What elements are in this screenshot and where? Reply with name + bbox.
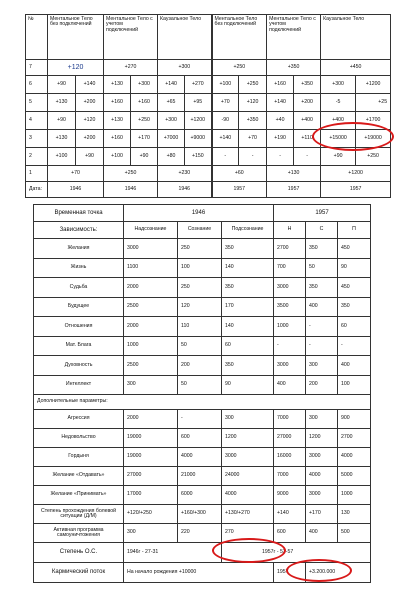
row-label: Гордыня	[34, 448, 124, 467]
table-row	[34, 486, 371, 505]
cell-value: 350	[222, 356, 274, 376]
cell-value: -	[338, 336, 371, 356]
cell-value: 7000	[274, 410, 306, 429]
table-row	[34, 505, 371, 524]
karma-1957-value: +3.200.000	[306, 563, 371, 583]
cell-value: 60	[222, 336, 274, 356]
cell-value: 3000	[306, 486, 338, 505]
row-label: Судьба	[34, 278, 124, 298]
cell-value: 2000	[124, 278, 178, 298]
cell-value: 250	[178, 278, 222, 298]
cell-value: 250	[178, 239, 222, 259]
table-row	[34, 375, 371, 395]
cell-value: 220	[178, 524, 222, 543]
cell-value: -	[274, 336, 306, 356]
cell-value: +170	[306, 505, 338, 524]
cell-value: 2000	[124, 317, 178, 337]
table-row: 7 +120 +270 +300 +250 +350 +450	[26, 60, 391, 76]
cell-value: 400	[338, 356, 371, 376]
row-label: Желание «Отдавать»	[34, 467, 124, 486]
cell-value: 21000	[178, 467, 222, 486]
table-row: 2 +100 +90 +100 +90 +80 +150 - - - - +90 +250	[26, 148, 391, 166]
cell-value: 2700	[274, 239, 306, 259]
cell-value: 9000	[274, 486, 306, 505]
cell-value: 50	[178, 375, 222, 395]
cell-value: 450	[338, 278, 371, 298]
cell-value: 24000	[222, 467, 274, 486]
table-row: 5 +130 +200 +160 +160 +65 +95 +70 +120 +140 +200 -5 +25	[26, 94, 391, 112]
cell-value: +120/+250	[124, 505, 178, 524]
cell-value: 600	[178, 429, 222, 448]
cell-value: 350	[338, 297, 371, 317]
col-num-header: №	[26, 15, 48, 60]
cell-value: 140	[222, 317, 274, 337]
cell-value: 400	[274, 375, 306, 395]
table-row	[34, 297, 371, 317]
row-label: Недовольство	[34, 429, 124, 448]
karma-1946-value: На начало рождения +10000	[124, 563, 274, 583]
cell-value: -	[306, 317, 338, 337]
cell-value: +130/+270	[222, 505, 274, 524]
cell-value: 4000	[222, 486, 274, 505]
header-mental-no-conn-1946: Ментальное Тело без подключений	[48, 15, 104, 60]
header-mental-conn-1957: Ментальное Тело с учетом подключений	[267, 15, 321, 60]
cell-value: 2500	[124, 356, 178, 376]
cell-value: 110	[178, 317, 222, 337]
table-row: 1 +70 +250 +230 +60 +130 +1200	[26, 166, 391, 182]
cell-value: 200	[306, 375, 338, 395]
cell-value: 1200	[222, 429, 274, 448]
cell-value: 400	[306, 297, 338, 317]
cell-value: 300	[124, 375, 178, 395]
cell-value: 1000	[124, 336, 178, 356]
karmic-flow-label: Кармический поток	[34, 563, 124, 583]
table-row	[34, 258, 371, 278]
cell-value: 27000	[274, 429, 306, 448]
cell-value: 3000	[124, 239, 178, 259]
cell-value: 100	[178, 258, 222, 278]
table-row	[34, 448, 371, 467]
row-label: Мат. Блага	[34, 336, 124, 356]
cell-value: 600	[274, 524, 306, 543]
cell-value: 450	[338, 239, 371, 259]
cell-value: 19000	[124, 429, 178, 448]
os-1946-value: 1946г - 27-31	[124, 543, 222, 563]
cell-value: 300	[306, 410, 338, 429]
cell-value: 6000	[178, 486, 222, 505]
cell-value: 350	[222, 239, 274, 259]
cell-value: -	[306, 336, 338, 356]
cell-value: 5000	[338, 467, 371, 486]
table-row	[34, 524, 371, 543]
cell-value: 140	[222, 258, 274, 278]
cell-value: 2700	[338, 429, 371, 448]
header-mental-conn-1946: Ментальное Тело с учетом подключений	[104, 15, 158, 60]
table-row	[34, 317, 371, 337]
cell-value: 3500	[274, 297, 306, 317]
cell-value: 900	[338, 410, 371, 429]
row-label: Духовность	[34, 356, 124, 376]
row-label: Желания	[34, 239, 124, 259]
cell-value: 1200	[306, 429, 338, 448]
row-label: Интеллект	[34, 375, 124, 395]
cell-value: 300	[124, 524, 178, 543]
cell-value: 170	[222, 297, 274, 317]
cell-value: 3000	[222, 448, 274, 467]
causal-1957-row3-left: +15000	[321, 130, 356, 148]
cell-value: -	[178, 410, 222, 429]
header-causal-1946: Каузальное Тело	[158, 15, 212, 60]
cell-value: 1100	[124, 258, 178, 278]
date-row: Дата: 1946 1946 1946 1957 1957 1957	[26, 182, 391, 198]
table-row	[34, 239, 371, 259]
cell-value: 50	[306, 258, 338, 278]
cell-value: 1000	[274, 317, 306, 337]
cell-value: 350	[306, 278, 338, 298]
table-row	[34, 429, 371, 448]
cell-value: 500	[338, 524, 371, 543]
header-mental-no-conn-1957: Ментальное Тело без подключений	[212, 15, 267, 60]
cell-value: 7000	[274, 467, 306, 486]
cell-value: 3000	[306, 448, 338, 467]
row-label: Активная программа самоуничтожения	[34, 524, 124, 543]
cell-value: 3000	[274, 278, 306, 298]
dependencies-label: Зависимость:	[34, 222, 124, 239]
cell-value: 350	[222, 278, 274, 298]
cell-value: 90	[338, 258, 371, 278]
karma-year: 1957	[274, 563, 306, 583]
cell-value: 90	[222, 375, 274, 395]
cell-value: 27000	[124, 467, 178, 486]
year-1946-header: 1946	[124, 205, 274, 222]
os-degree-label: Степень О.С.	[34, 543, 124, 563]
table-row: 3 +130 +200 +160 +170 +7000 +9000 +140 +70 +190 +110 +15000 +19000	[26, 130, 391, 148]
header-causal-1957: Каузальное Тело	[321, 15, 391, 60]
cell-value: +140	[274, 505, 306, 524]
row-label: Агрессия	[34, 410, 124, 429]
cell-value: 19000	[124, 448, 178, 467]
cell-value: 350	[306, 239, 338, 259]
cell-value: 1000	[338, 486, 371, 505]
cell-value: +160/+300	[178, 505, 222, 524]
cell-value: 100	[338, 375, 371, 395]
year-1957-header: 1957	[274, 205, 371, 222]
table-row	[34, 467, 371, 486]
cell-value: 300	[306, 356, 338, 376]
causal-1957-row3-right: +19000	[356, 130, 391, 148]
cell-value: 700	[274, 258, 306, 278]
table-row: 4 +90 +120 +130 +250 +300 +1200 -90 +350 +40 +400 +400 +1700	[26, 112, 391, 130]
cell-value: 120	[178, 297, 222, 317]
dependencies-table: Временная точка 1946 1957 Зависимость: Надсознание Сознание Подсознание Н С П Желания 3000 250 350 2700 350 450 Жизнь 1100 100 140 700 50 90 Судьба 2000 250 350 3000 350 450 Будущее 2500 120 170 3500 400 350 Отношения 2000 110 140 1000 - 60 Мат. Блага 1000 50 60 - - - Духовность 2500 200 350 3000 300 400 Интеллект 300 50 90 400 200 100 Дополнительные параметры: Агрессия 2000 - 300 7000 300 900 Недовольство 19000 600 1200 27000 1200 2700 Гордыня 19000 4000 3000 16000 3000 4000 Желание «Отдавать» 27000 21000 24000 7000 4000 5000 Желание «Принимать» 17000 6000 4000 9000 3000 1000 Степень прохождения болевой ситуации (Д/М) +120/+250 +160/+300 +130/+270 +140 +170 130 Активная программа самоуничтожения 300 220 270 600 400 500 Степень О.С. 1946г - 27-31 1957г - 53-57 Кармический поток На начало рождения +10000 1957 +3.200.000	[33, 204, 371, 583]
cell-value: 50	[178, 336, 222, 356]
row-label: Жизнь	[34, 258, 124, 278]
row-label: Степень прохождения болевой ситуации (Д/М)	[34, 505, 124, 524]
table-row	[34, 356, 371, 376]
cell-value: 17000	[124, 486, 178, 505]
cell-value: 2000	[124, 410, 178, 429]
cell-value: 4000	[338, 448, 371, 467]
cell-value: 3000	[274, 356, 306, 376]
extra-params-label: Дополнительные параметры:	[34, 395, 371, 410]
cell-value: 130	[338, 505, 371, 524]
cell-value: 270	[222, 524, 274, 543]
os-1957-value: 1957г - 53-57	[222, 543, 371, 563]
cell-value: 200	[178, 356, 222, 376]
cell-value: 4000	[178, 448, 222, 467]
cell-value: 60	[338, 317, 371, 337]
cell-value: 300	[222, 410, 274, 429]
row-label: Отношения	[34, 317, 124, 337]
row-label: Желание «Принимать»	[34, 486, 124, 505]
cell-value: 2500	[124, 297, 178, 317]
table-row: 6 +90 +140 +130 +300 +140 +270 +100 +250 +160 +350 +300 +1200	[26, 76, 391, 94]
table-row	[34, 336, 371, 356]
table-row	[34, 278, 371, 298]
table-row	[34, 410, 371, 429]
row-label: Будущее	[34, 297, 124, 317]
cell-value: 16000	[274, 448, 306, 467]
cell-value: 400	[306, 524, 338, 543]
time-point-label: Временная точка	[34, 205, 124, 222]
cell-value: 4000	[306, 467, 338, 486]
bodies-table	[25, 14, 391, 198]
